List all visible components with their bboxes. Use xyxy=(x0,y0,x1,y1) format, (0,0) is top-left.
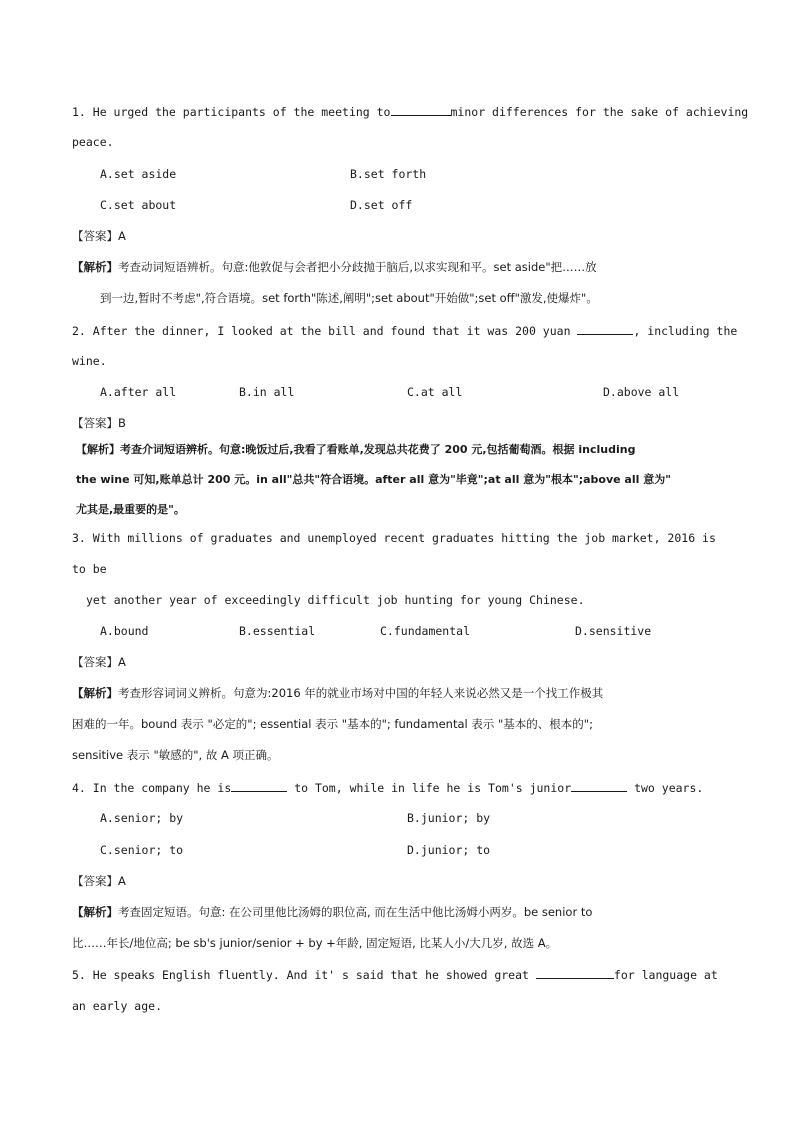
explanation-line: 困难的一年。bound 表示 "必定的"; essential 表示 "基本的"; fundamental 表示 "基本的、根本的"; xyxy=(72,717,593,731)
explanation-text: 考查固定短语。句意: 在公司里他比汤姆的职位高, 而在生活中他比汤姆小两岁。be senior to xyxy=(118,905,593,919)
option-a: A.set aside xyxy=(100,167,177,181)
answer-blank xyxy=(536,966,614,979)
question-5-stem xyxy=(72,966,718,983)
option-a: A.senior; by xyxy=(100,811,184,825)
explanation-text: 考查介词短语辨析。句意:晚饭过后,我看了看账单,发现总共花费了 200 元,包括葡萄酒。根据 including xyxy=(120,443,636,456)
explanation-line: the wine 可知,账单总计 200 元。in all"总共"符合语境。after all 意为"毕竟";at all 意为"根本";above all 意为" xyxy=(76,473,671,486)
explanation-tag: 【解析】 xyxy=(72,905,118,919)
answer-line: 【答案】A xyxy=(72,874,126,888)
answer-blank xyxy=(571,779,627,792)
question-1-stem-cont: peace. xyxy=(72,135,114,149)
answer-blank xyxy=(231,779,287,792)
question-3-stem-cont: yet another year of exceedingly difficult job hunting for young Chinese. xyxy=(86,593,585,607)
explanation-line xyxy=(72,685,603,701)
option-c: C.at all xyxy=(407,385,463,399)
option-d: D.junior; to xyxy=(407,843,491,857)
explanation-tag: 【解析】 xyxy=(72,686,118,700)
option-b: B.essential xyxy=(239,624,316,638)
answer-line: 【答案】A xyxy=(72,655,126,669)
option-b: B.junior; by xyxy=(407,811,491,825)
option-b: B.in all xyxy=(239,385,295,399)
explanation-line xyxy=(76,442,635,458)
question-4-stem xyxy=(72,779,703,796)
answer-blank xyxy=(391,103,451,116)
explanation-tag: 【解析】 xyxy=(76,443,120,456)
question-2-text-a: 2. After the dinner, I looked at the bill and found that it was 200 yuan xyxy=(72,324,571,338)
option-c: C.set about xyxy=(100,198,177,212)
question-4-text-a: 4. In the company he is xyxy=(72,781,232,795)
explanation-line: sensitive 表示 "敏感的", 故 A 项正确。 xyxy=(72,748,279,762)
question-1-text-a: 1. He urged the participants of the meeting to xyxy=(72,105,391,119)
question-1-stem xyxy=(72,103,748,120)
option-c: C.fundamental xyxy=(380,624,471,638)
question-5-text-b: for language at xyxy=(613,968,718,982)
option-a: A.after all xyxy=(100,385,177,399)
option-d: D.above all xyxy=(603,385,680,399)
explanation-tag: 【解析】 xyxy=(72,260,118,274)
explanation-text: 考查形容词词义辨析。句意为:2016 年的就业市场对中国的年轻人来说必然又是一个找工作极其 xyxy=(118,686,604,700)
question-5-text-a: 5. He speaks English fluently. And it' s said that he showed great xyxy=(72,968,529,982)
question-3-stem: 3. With millions of graduates and unemployed recent graduates hitting the job market, 2016 is xyxy=(72,531,716,545)
option-d: D.set off xyxy=(350,198,413,212)
question-2-text-b: , including the xyxy=(633,324,738,338)
question-2-stem-cont: wine. xyxy=(72,354,107,368)
question-2-stem xyxy=(72,322,737,339)
explanation-line: 比……年长/地位高; be sb's junior/senior + by +年龄, 固定短语, 比某人小/大几岁, 故选 A。 xyxy=(72,936,558,950)
explanation-line xyxy=(72,904,592,920)
explanation-text: 考查动词短语辨析。句意:他敦促与会者把小分歧抛于脑后,以求实现和平。set aside"把……放 xyxy=(118,260,597,274)
explanation-line xyxy=(72,259,597,275)
answer-line: 【答案】B xyxy=(72,416,126,430)
option-c: C.senior; to xyxy=(100,843,184,857)
option-b: B.set forth xyxy=(350,167,427,181)
question-3-stem-cont: to be xyxy=(72,562,107,576)
option-d: D.sensitive xyxy=(575,624,652,638)
question-1-text-b: minor differences for the sake of achieving xyxy=(450,105,749,119)
explanation-line: 到一边,暂时不考虑",符合语境。set forth"陈述,阐明";set about"开始做";set off"激发,使爆炸"。 xyxy=(100,291,598,305)
explanation-line: 尤其是,最重要的是"。 xyxy=(76,503,185,516)
answer-line: 【答案】A xyxy=(72,229,126,243)
question-4-text-b: to Tom, while in life he is Tom's junior xyxy=(294,781,572,795)
option-a: A.bound xyxy=(100,624,149,638)
question-4-text-c: two years. xyxy=(634,781,704,795)
question-5-stem-cont: an early age. xyxy=(72,999,163,1013)
answer-blank xyxy=(577,322,633,335)
